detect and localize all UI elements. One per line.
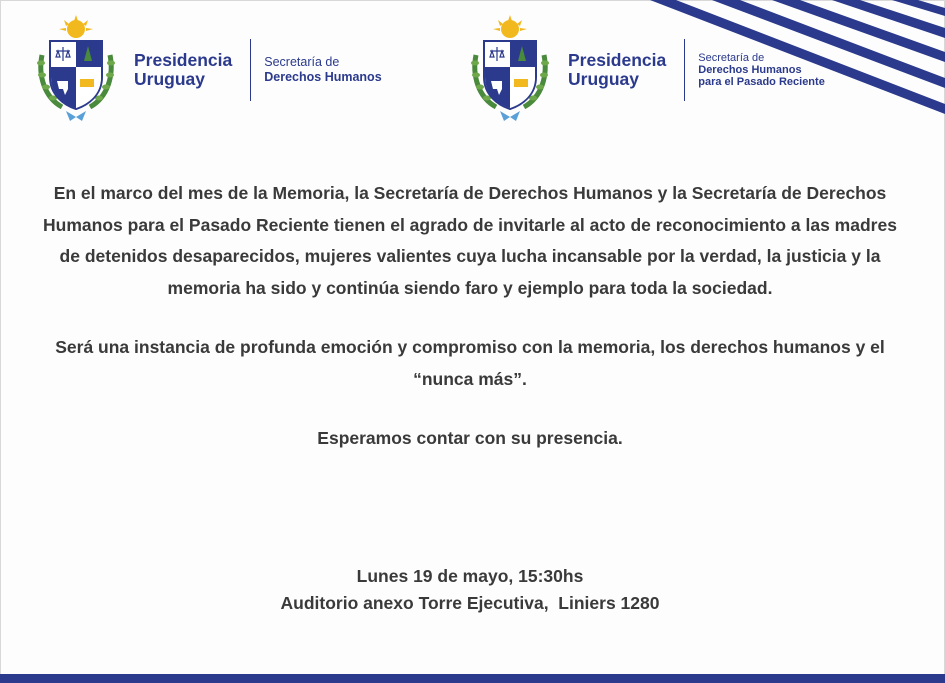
bottom-bar-decoration <box>0 674 945 683</box>
logo-presidencia-sdh <box>32 14 382 126</box>
logo-presidencia-sdhpr <box>466 14 825 126</box>
invitation-body <box>40 178 900 483</box>
event-location: Auditorio anexo Torre Ejecutiva, Liniers 1280 <box>280 593 660 613</box>
secretaria-line2: Derechos Humanos <box>264 70 382 84</box>
brand-block <box>134 51 232 89</box>
event-date-time: Lunes 19 de mayo, 15:30hs <box>356 566 584 586</box>
uruguay-coat-of-arms-icon <box>466 15 554 125</box>
secretaria-line2: Derechos Humanos <box>698 64 802 76</box>
brand-line2: Uruguay <box>134 69 205 89</box>
secretaria-line1: Secretaría de <box>264 55 340 69</box>
logo-divider <box>250 39 251 101</box>
invitation-paragraph-2: Será una instancia de profunda emoción y compromiso con la memoria, los derechos humanos y el “nunca más”. <box>55 337 885 389</box>
brand-line1: Presidencia <box>568 50 667 70</box>
brand-line1: Presidencia <box>134 50 233 70</box>
uruguay-coat-of-arms-icon <box>32 15 120 125</box>
event-details <box>40 563 900 617</box>
brand-line2: Uruguay <box>568 69 639 89</box>
invitation-paragraph-1: En el marco del mes de la Memoria, la Secretaría de Derechos Humanos y la Secretaría de Derechos Humanos para el Pasado Reciente tienen el agrado de invitarle al acto de reconocimiento a las madres de detenidos desaparecidos, mujeres valientes cuya lucha incansable por la verdad, la justicia y la memoria ha sido y continúa siendo faro y ejemplo para toda la sociedad. <box>43 183 897 298</box>
secretaria-block <box>264 55 381 85</box>
secretaria-line1: Secretaría de <box>698 52 765 64</box>
brand-block <box>568 51 666 89</box>
invitation-paragraph-3: Esperamos contar con su presencia. <box>317 428 623 448</box>
secretaria-block <box>698 52 825 88</box>
logo-divider <box>684 39 685 101</box>
secretaria-line3: para el Pasado Reciente <box>698 76 825 88</box>
